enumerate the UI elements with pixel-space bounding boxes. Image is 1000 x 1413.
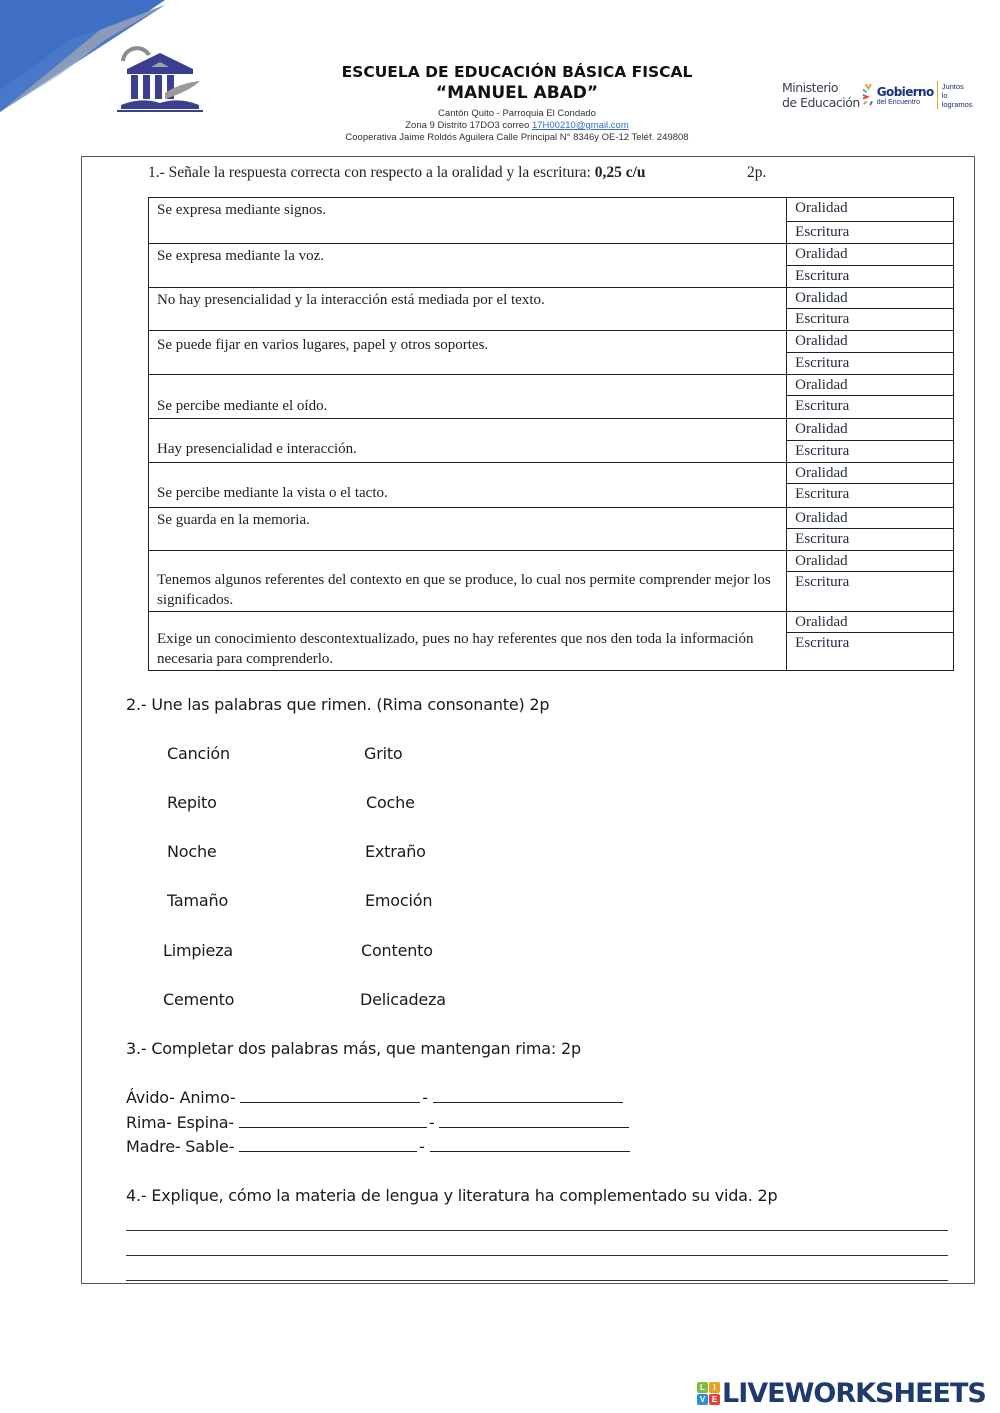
rhyme-blank-1[interactable] xyxy=(240,1087,420,1103)
option-oralidad[interactable]: Oralidad xyxy=(787,419,953,441)
address-line2-text: Zona 9 Distrito 17DO3 correo xyxy=(405,120,532,131)
rhyme-blank-1[interactable] xyxy=(239,1112,427,1128)
right-word[interactable]: Grito xyxy=(364,744,403,763)
option-escritura[interactable]: Escritura xyxy=(795,443,850,459)
answer-line-1[interactable] xyxy=(126,1230,948,1231)
school-name-line2: “MANUEL ABAD” xyxy=(435,83,599,103)
option-oralidad[interactable]: Oralidad xyxy=(787,198,953,222)
statement: Se guarda en la memoria. xyxy=(149,508,787,551)
table-row xyxy=(149,419,954,463)
right-word[interactable]: Coche xyxy=(366,793,415,812)
statement: Se expresa mediante la voz. xyxy=(149,244,787,288)
ministry-line1: Ministerio xyxy=(782,80,839,95)
tile-i: I xyxy=(709,1382,720,1393)
option-oralidad[interactable]: Oralidad xyxy=(787,551,953,572)
slogan-line2: lo logramos xyxy=(941,90,973,109)
options-cell xyxy=(787,331,954,375)
table-row xyxy=(149,198,954,244)
rhyme-row xyxy=(126,1111,630,1136)
options-cell xyxy=(787,419,954,463)
statement xyxy=(149,463,787,508)
school-logo-icon xyxy=(115,45,205,113)
statement-text: Tenemos algunos referentes del contexto en que se produce, lo cual nos permite comprender mejor los significados. xyxy=(157,572,771,608)
left-word[interactable]: Cemento xyxy=(163,990,235,1009)
options-cell xyxy=(787,551,954,612)
table-row xyxy=(149,463,954,508)
left-word[interactable]: Limpieza xyxy=(163,941,233,960)
q1-table xyxy=(148,197,954,671)
school-address xyxy=(300,108,734,144)
left-word[interactable]: Noche xyxy=(167,842,217,861)
option-oralidad[interactable]: Oralidad xyxy=(787,244,953,266)
answer-line-2[interactable] xyxy=(126,1255,948,1256)
school-name xyxy=(300,62,734,104)
rhyme-separator: - xyxy=(422,1088,433,1107)
liveworksheets-wordmark: LIVEWORKSHEETS xyxy=(722,1377,986,1409)
rhyme-prefix: Madre- Sable- xyxy=(126,1137,240,1156)
table-row xyxy=(149,288,954,331)
option-escritura[interactable]: Escritura xyxy=(795,486,850,502)
statement-text: Exige un conocimiento descontextualizado, pues no hay referentes que nos den toda la información necesaria para comprenderlo. xyxy=(157,631,754,667)
option-escritura[interactable]: Escritura xyxy=(795,635,850,651)
table-row xyxy=(149,551,954,612)
option-oralidad[interactable]: Oralidad xyxy=(787,331,953,353)
ministry-line2: de Educación xyxy=(782,95,860,110)
options-cell xyxy=(787,463,954,508)
ministry-name xyxy=(782,80,862,110)
options-cell xyxy=(787,244,954,288)
live-tiles-icon xyxy=(697,1382,720,1405)
rhyme-separator: - xyxy=(428,1112,440,1132)
q1-title-score: 0,25 c/u xyxy=(594,164,646,181)
tile-e: E xyxy=(709,1394,720,1405)
q1-title-text: 1.- Señale la respuesta correcta con respecto a la oralidad y la escritura: xyxy=(148,164,595,181)
slogan xyxy=(942,82,977,109)
logo-divider xyxy=(937,81,938,109)
statement: No hay presencialidad y la interacción está mediada por el texto. xyxy=(149,288,787,331)
answer-line-3[interactable] xyxy=(126,1280,948,1281)
statement-text: Hay presencialidad e interacción. xyxy=(157,441,357,457)
option-oralidad[interactable]: Oralidad xyxy=(787,612,953,633)
gobierno-text xyxy=(877,85,933,106)
option-escritura[interactable]: Escritura xyxy=(795,311,850,327)
address-line3: Cooperativa Jaime Roldós Aguilera Calle Principal N° 8346y OE-12 Teléf. 249808 xyxy=(345,132,689,143)
option-escritura[interactable]: Escritura xyxy=(795,355,850,371)
rhyme-blank-2[interactable] xyxy=(439,1112,629,1128)
left-word[interactable]: Canción xyxy=(167,744,230,763)
option-oralidad[interactable]: Oralidad xyxy=(787,375,953,396)
option-escritura[interactable]: Escritura xyxy=(795,531,850,547)
q3-rows xyxy=(126,1086,630,1160)
statement: Se puede fijar en varios lugares, papel y otros soportes. xyxy=(149,331,787,375)
right-word[interactable]: Emoción xyxy=(365,891,433,910)
option-escritura[interactable]: Escritura xyxy=(795,224,850,240)
option-oralidad[interactable]: Oralidad xyxy=(787,463,953,484)
options-cell xyxy=(787,375,954,419)
option-escritura[interactable]: Escritura xyxy=(795,268,850,284)
statement xyxy=(149,419,787,463)
rhyme-row xyxy=(126,1135,630,1160)
rhyme-separator: - xyxy=(419,1137,430,1156)
email-link[interactable]: 17H00210@gmail.com xyxy=(531,120,629,131)
table-row xyxy=(149,375,954,419)
statement-text: Se percibe mediante la vista o el tacto. xyxy=(157,485,388,501)
statement-text: Se percibe mediante el oído. xyxy=(157,398,328,414)
options-cell xyxy=(787,508,954,551)
q1-points: 2p. xyxy=(747,164,767,181)
q1-title xyxy=(148,164,646,182)
rhyme-row xyxy=(126,1086,630,1111)
school-name-line1: ESCUELA DE EDUCACIÓN BÁSICA FISCAL xyxy=(341,63,693,81)
options-cell xyxy=(787,288,954,331)
statement xyxy=(149,612,787,671)
q2-title: 2.- Une las palabras que rimen. (Rima consonante) 2p xyxy=(126,695,550,714)
table-row xyxy=(149,331,954,375)
address-line1: Cantón Quito - Parroquia El Condado xyxy=(438,108,596,119)
table-row xyxy=(149,612,954,671)
option-oralidad[interactable]: Oralidad xyxy=(787,508,953,529)
statement: Se expresa mediante signos. xyxy=(149,198,787,244)
tile-v: V xyxy=(697,1394,708,1405)
gobierno-label: Gobierno xyxy=(876,84,934,99)
options-cell xyxy=(787,612,954,671)
liveworksheets-logo xyxy=(697,1378,986,1408)
gobierno-sub: del Encuentro xyxy=(876,98,920,106)
rhyme-prefix: Ávido- Animo- xyxy=(126,1088,241,1107)
q3-title: 3.- Completar dos palabras más, que mantengan rima: 2p xyxy=(126,1039,581,1058)
ministry-logo xyxy=(782,75,977,115)
gobierno-arrows-icon xyxy=(862,81,875,109)
right-word[interactable]: Delicadeza xyxy=(360,990,446,1009)
rhyme-prefix: Rima- Espina- xyxy=(126,1112,239,1132)
option-escritura[interactable]: Escritura xyxy=(795,398,850,414)
rhyme-blank-2[interactable] xyxy=(433,1087,623,1103)
table-row xyxy=(149,508,954,551)
left-word[interactable]: Tamaño xyxy=(167,891,229,910)
right-word[interactable]: Extraño xyxy=(365,842,426,861)
address-line2 xyxy=(300,120,734,132)
option-escritura[interactable]: Escritura xyxy=(795,574,850,590)
statement xyxy=(149,375,787,419)
rhyme-blank-1[interactable] xyxy=(239,1136,417,1152)
table-row xyxy=(149,244,954,288)
left-word[interactable]: Repito xyxy=(167,793,217,812)
options-cell xyxy=(787,198,954,244)
slogan-line1: Juntos xyxy=(941,81,964,91)
q4-title: 4.- Explique, cómo la materia de lengua y literatura ha complementado su vida. 2p xyxy=(126,1186,778,1205)
statement xyxy=(149,551,787,612)
rhyme-blank-2[interactable] xyxy=(430,1136,630,1152)
right-word[interactable]: Contento xyxy=(361,941,433,960)
option-oralidad[interactable]: Oralidad xyxy=(787,288,953,309)
tile-l: L xyxy=(697,1382,708,1393)
